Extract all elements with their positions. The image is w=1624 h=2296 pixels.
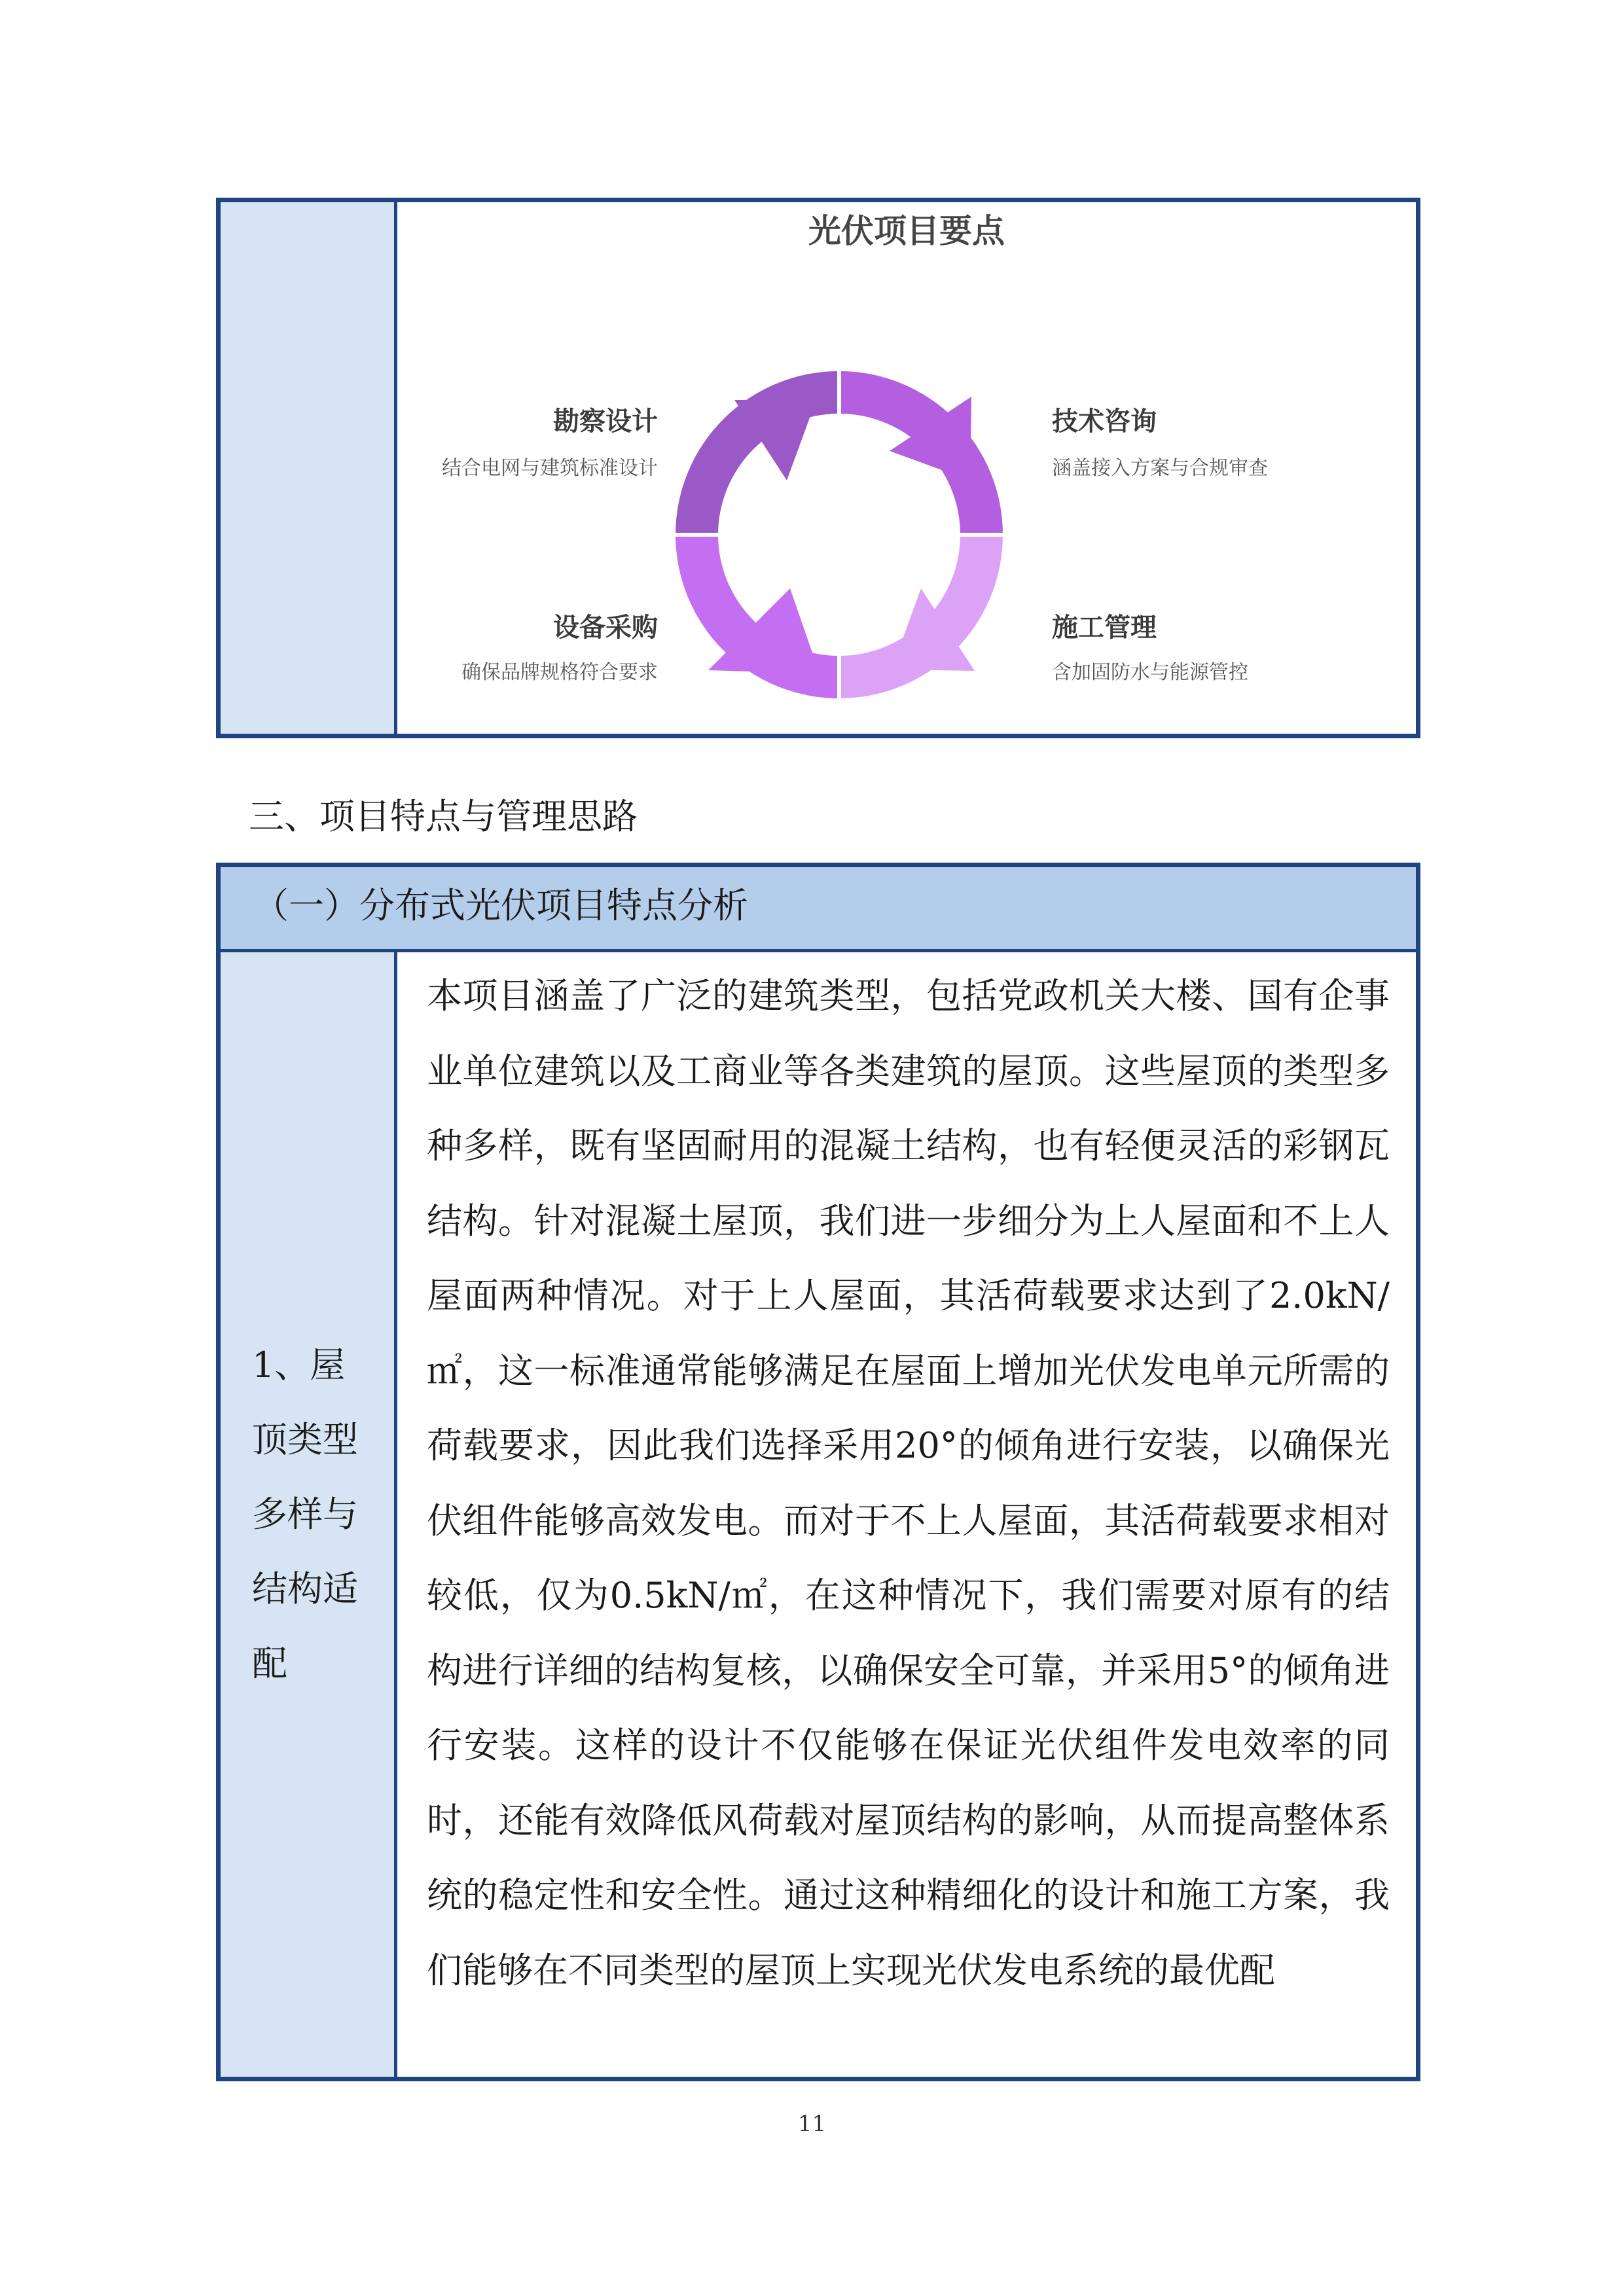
table-label-cell [221,952,397,2077]
diagram-table [216,198,1420,738]
table-header: （一）分布式光伏项目特点分析 [221,867,1416,952]
cycle-segment-procurement [676,535,839,698]
feature-analysis-table [216,863,1420,2081]
item-desc-consult: 涵盖接入方案与合规审查 [1052,457,1268,480]
item-title-procurement: 设备采购 [553,613,658,643]
item-desc-construction: 含加固防水与能源管控 [1052,661,1248,684]
diagram-table-right-cell [397,202,1416,734]
item-desc-survey: 结合电网与建筑标准设计 [442,457,658,480]
section-heading: 三、项目特点与管理思路 [249,796,638,837]
item-title-construction: 施工管理 [1052,613,1157,643]
diagram-table-left-cell [221,202,397,734]
table-row-content: 本项目涵盖了广泛的建筑类型，包括党政机关大楼、国有企事业单位建筑以及工商业等各类建筑的屋顶。这些屋顶的类型多种多样，既有坚固耐用的混凝土结构，也有轻便灵活的彩钢瓦结构。针对混凝土屋顶，我们进一步细分为上人屋面和不上人屋面两种情况。对于上人屋面，其活荷载要求达到了2.0kN/㎡，这一标准通常能够满足在屋面上增加光伏发电单元所需的荷载要求，因此我们选择采用20°的倾角进行安装，以确保光伏组件能够高效发电。而对于不上人屋面，其活荷载要求相对较低，仅为0.5kN/㎡，在这种情况下，我们需要对原有的结构进行详细的结构复核，以确保安全可靠，并采用5°的倾角进行安装。这样的设计不仅能够在保证光伏组件发电效率的同时，还能有效降低风荷载对屋顶结构的影响，从而提高整体系统的稳定性和安全性。通过这种精细化的设计和施工方案，我们能够在不同类型的屋顶上实现光伏发电系统的最优配 [427,975,1390,1991]
page-number: 11 [797,2111,827,2137]
item-title-survey: 勘察设计 [553,406,658,437]
table-row [221,952,1416,2077]
item-desc-procurement: 确保品牌规格符合要求 [461,661,658,684]
table-row-label: 1、屋顶类型多样与结构适配 [252,1344,358,1684]
diagram-title: 光伏项目要点 [808,212,1005,250]
item-title-consult: 技术咨询 [1052,406,1157,437]
cycle-segment-survey [676,371,839,535]
